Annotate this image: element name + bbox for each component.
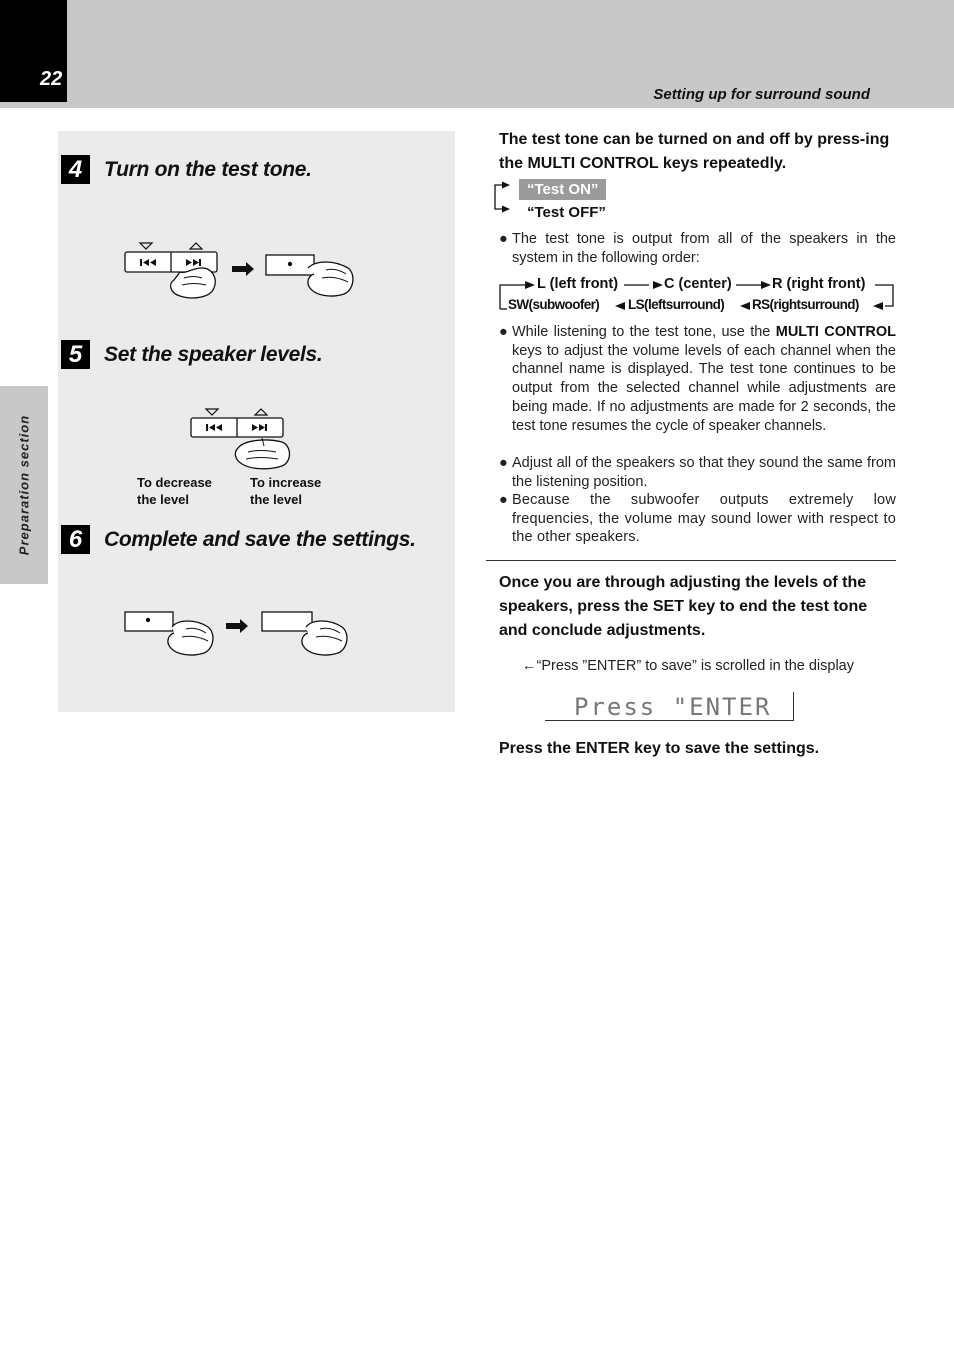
increase-label: To increase the level [250, 475, 322, 507]
right-arrow-icon [226, 619, 248, 633]
set-enter-keys-figure [120, 605, 360, 661]
step-title: Set the speaker levels. [104, 342, 323, 366]
enter-key [262, 612, 312, 631]
left-arrow-icon: ← [522, 658, 537, 674]
bullet-subwoofer: ● Because the subwoofer outputs extremely low frequencies, the volume may sound lower with respect to the other speakers. [499, 492, 896, 546]
pressing-hand-icon [235, 440, 289, 469]
side-tab-label: Preparation section [16, 414, 32, 556]
pressing-hand-icon [308, 262, 353, 296]
toggle-loop-arrow-icon [490, 180, 516, 214]
divider [486, 560, 896, 561]
pressing-hand-icon [302, 621, 347, 655]
lcd-display-text: Press "ENTER [574, 693, 772, 721]
bullet-adjust-levels: ● While listening to the test tone, use the MULTI CONTROL keys to adjust the volume levels of each channel when the channel name is displayed. The test tone continues to be output from the selected channel while adjustments are being made. If no adjustments are made for 2 seconds, the test tone resumes the cycle of speaker channels. [499, 324, 896, 434]
step-number: 5 [61, 340, 90, 369]
outro-text: Once you are through adjusting the levels of the speakers, press the SET key to end the test tone and conclude adjustments. [499, 574, 868, 639]
multi-control-keys-figure [120, 238, 360, 300]
up-triangle-icon [255, 409, 267, 415]
test-on-option: “Test ON” [519, 179, 606, 200]
step-title: Turn on the test tone. [104, 157, 312, 181]
final-instruction: Press the ENTER key to save the settings. [499, 740, 820, 757]
channel-ls: LS(leftsurround) [628, 297, 725, 312]
bullet-speaker-order: ● The test tone is output from all of the speakers in the system in the following order: [499, 231, 896, 266]
section-title: Setting up for surround sound [653, 86, 870, 103]
channel-l: L (left front) [537, 276, 619, 292]
down-triangle-icon [206, 409, 218, 415]
channel-rs: RS(rightsurround) [752, 297, 859, 312]
up-triangle-icon [190, 243, 202, 249]
step-number: 6 [61, 525, 90, 554]
channel-c: C (center) [664, 276, 732, 292]
right-arrow-icon [232, 262, 254, 276]
step-6 [61, 525, 416, 554]
test-off-option: “Test OFF” [527, 204, 606, 221]
bullet-same-sound: ● Adjust all of the speakers so that they sound the same from the listening position. [499, 455, 896, 490]
down-triangle-icon [140, 243, 152, 249]
decrease-label: To decrease the level [137, 475, 212, 507]
set-key-dot-icon [288, 262, 292, 266]
level-keys-figure [186, 404, 296, 474]
channel-sw: SW(subwoofer) [508, 297, 600, 312]
step-title: Complete and save the settings. [104, 527, 416, 551]
intro-text: The test tone can be turned on and off by press-ing the MULTI CONTROL keys repeatedly. [499, 131, 890, 172]
step-number: 4 [61, 155, 90, 184]
channel-r: R (right front) [772, 276, 866, 292]
step-4 [61, 155, 312, 184]
set-key-dot-icon [146, 618, 150, 622]
scroll-note: ←“Press ”ENTER” to save” is scrolled in the display [522, 658, 854, 674]
step-5 [61, 340, 322, 369]
page-number: 22 [40, 68, 63, 90]
pressing-hand-icon [168, 621, 213, 655]
